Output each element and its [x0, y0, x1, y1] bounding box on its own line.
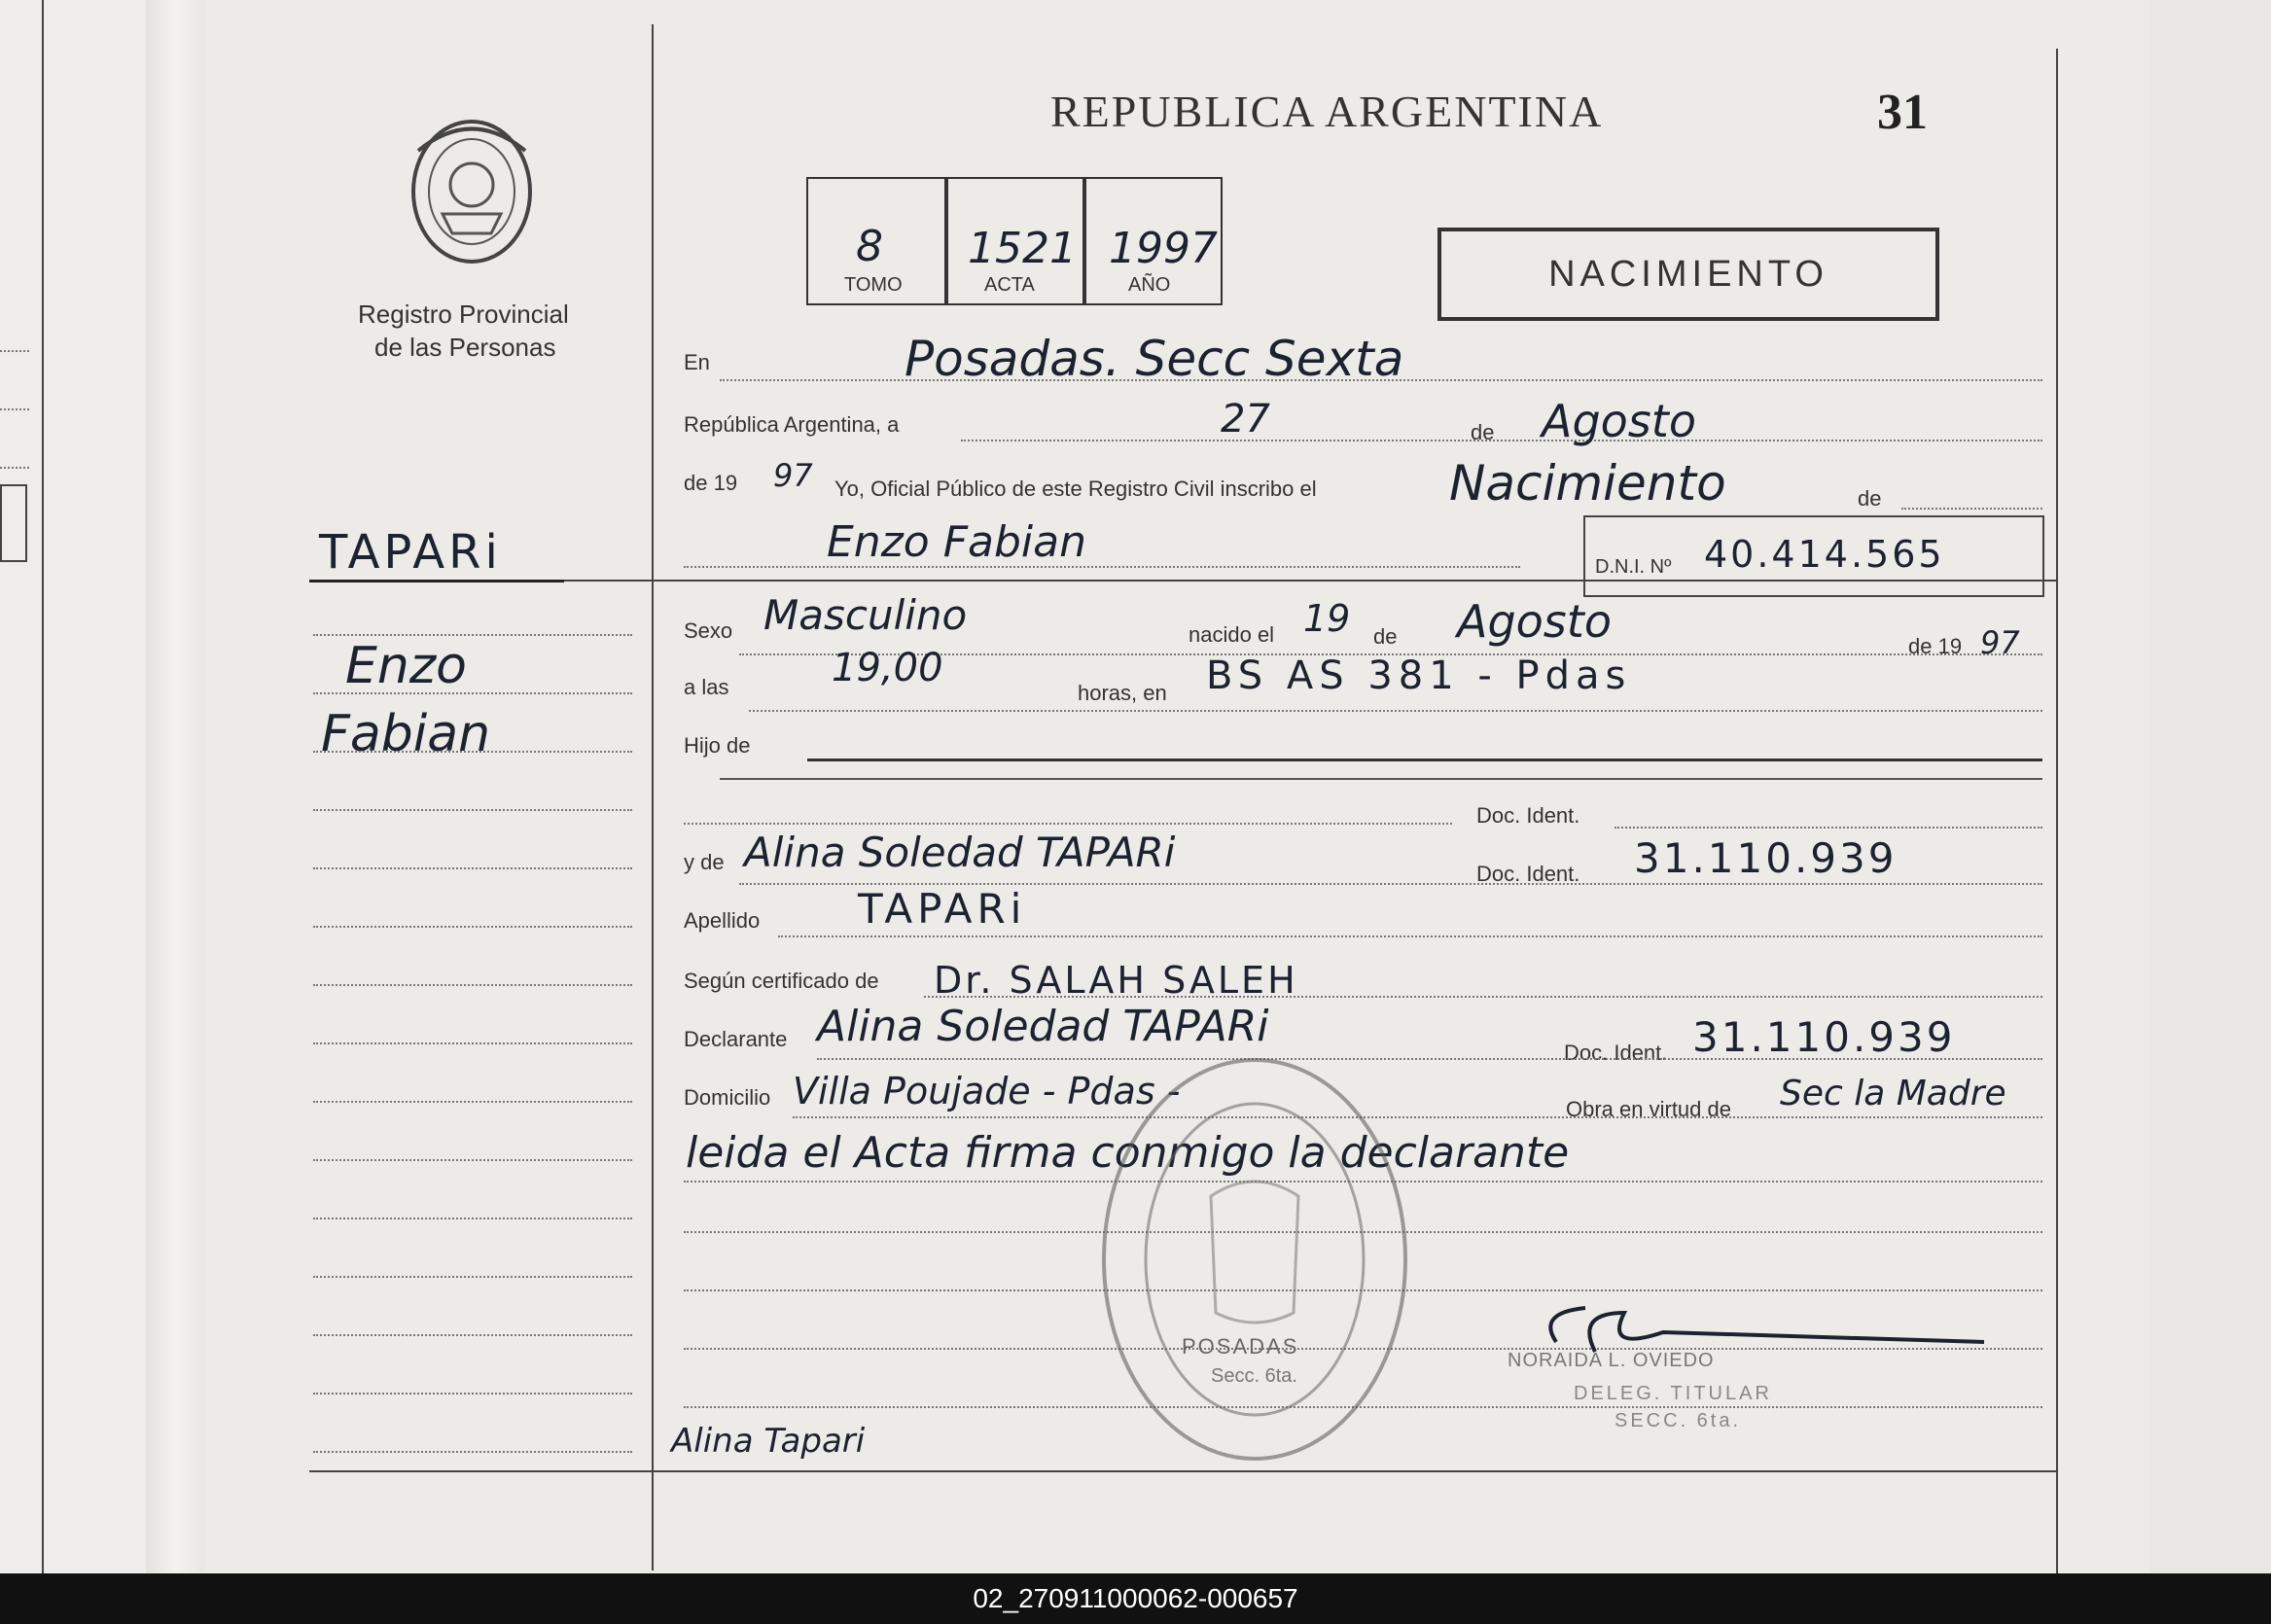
field-sexo: Masculino — [763, 591, 968, 639]
field-domicilio: Villa Poujade - Pdas - — [793, 1070, 1181, 1112]
label-horas: horas, en — [1078, 681, 1167, 705]
field-lugar-nac: BS AS 381 - Pdas — [1206, 653, 1632, 698]
tomo-label: TOMO — [844, 274, 903, 296]
official-oval-stamp-icon — [1094, 1050, 1415, 1468]
line-doc1b — [1615, 827, 2042, 829]
left-dots — [0, 467, 29, 469]
line-a-las — [749, 710, 2042, 712]
left-page-box — [0, 484, 27, 562]
left-page-line — [42, 0, 44, 1573]
page-number: 31 — [1877, 85, 1928, 140]
label-de-end: de — [1858, 486, 1882, 511]
margin-line — [313, 1451, 632, 1453]
margin-given2: Fabian — [321, 705, 491, 763]
label-de: de — [1471, 420, 1495, 444]
label-declarante: Declarante — [684, 1027, 788, 1051]
acta-value: 1521 — [968, 224, 1077, 273]
registry-line2: de las Personas — [374, 333, 556, 362]
acta-label: ACTA — [984, 274, 1035, 296]
field-anio2: 97 — [773, 457, 813, 494]
stamp-center2: Secc. 6ta. — [1211, 1365, 1297, 1387]
label-doc2: Doc. Ident. — [1476, 862, 1580, 886]
stamp-center1: POSADAS — [1182, 1334, 1299, 1359]
file-id-footer: 02_270911000062-000657 — [0, 1573, 2271, 1624]
field-dia: 27 — [1221, 397, 1270, 441]
margin-given1: Enzo — [345, 637, 467, 695]
field-certificado: Dr. SALAH SALEH — [934, 959, 1298, 1002]
label-doc3: Doc. Ident. — [1564, 1041, 1668, 1065]
field-nac-anio: 97 — [1980, 624, 2020, 661]
margin-line — [313, 1042, 632, 1044]
margin-line — [313, 1159, 632, 1161]
field-nombre: Enzo Fabian — [827, 517, 1086, 567]
anio-label: AÑO — [1128, 274, 1171, 296]
label-obra: Obra en virtud de — [1566, 1097, 1731, 1121]
field-madre-doc: 31.110.939 — [1634, 834, 1898, 882]
field-obra: Sec la Madre — [1780, 1074, 2006, 1113]
margin-line — [313, 867, 632, 869]
field-apellido: TAPARi — [858, 885, 1027, 933]
record-type-box: NACIMIENTO — [1437, 228, 1939, 321]
field-mes: Agosto — [1542, 395, 1696, 447]
label-de-mid: de — [1373, 624, 1398, 649]
bottom-divider — [309, 1470, 2056, 1472]
country-title: REPUBLICA ARGENTINA — [1050, 87, 1604, 136]
label-hijo: Hijo de — [684, 733, 751, 758]
margin-line — [313, 1101, 632, 1103]
label-dni: D.N.I. Nº — [1595, 556, 1672, 578]
margin-line — [313, 1276, 632, 1278]
left-dots — [0, 408, 29, 410]
right-page-edge — [2149, 0, 2271, 1573]
margin-line — [313, 984, 632, 986]
line-de-end — [1901, 508, 2042, 510]
label-yo: Yo, Oficial Público de este Registro Civil inscribo el — [834, 477, 1317, 501]
line-hijo — [807, 759, 2042, 761]
margin-line — [313, 926, 632, 928]
margin-line — [313, 1218, 632, 1219]
line-declarante — [817, 1058, 2042, 1060]
margin-surname: TAPARi — [319, 525, 502, 580]
field-declarante: Alina Soledad TAPARi — [817, 1002, 1269, 1051]
registry-line1: Registro Provincial — [358, 300, 569, 329]
label-apellido: Apellido — [684, 908, 761, 933]
label-segun: Según certificado de — [684, 969, 879, 993]
line-apellido — [778, 936, 2042, 937]
label-domicilio: Domicilio — [684, 1085, 771, 1110]
field-lugar: Posadas. Secc Sexta — [905, 331, 1404, 387]
right-frame-line — [2056, 49, 2058, 1573]
label-nacido: nacido el — [1189, 622, 1275, 647]
line-doc1 — [684, 823, 1452, 825]
field-dni: 40.414.565 — [1704, 533, 1945, 576]
field-acto: Nacimiento — [1449, 455, 1726, 512]
margin-line — [313, 634, 632, 636]
field-nac-dia: 19 — [1303, 597, 1351, 640]
field-declarante-doc: 31.110.939 — [1692, 1013, 1956, 1061]
left-page-edge — [0, 0, 146, 1573]
line-domicilio — [793, 1116, 2042, 1118]
field-hora: 19,00 — [832, 646, 943, 690]
line-republica — [961, 440, 2042, 441]
stamp-officer2: DELEG. TITULAR — [1574, 1383, 1772, 1404]
left-dots — [0, 350, 29, 352]
book-gutter — [146, 0, 204, 1573]
label-en: En — [684, 350, 710, 374]
tomo-value: 8 — [856, 222, 883, 271]
label-de19: de 19 — [684, 471, 738, 495]
label-doc1: Doc. Ident. — [1476, 803, 1580, 828]
line-segun — [924, 996, 2042, 998]
margin-line — [313, 751, 632, 753]
label-sexo: Sexo — [684, 618, 733, 643]
label-a-las: a las — [684, 675, 729, 699]
field-nac-mes: Agosto — [1457, 595, 1612, 648]
field-madre: Alina Soledad TAPARi — [744, 829, 1176, 876]
line-nombre — [684, 566, 1520, 568]
margin-divider — [652, 24, 654, 1571]
anio-value: 1997 — [1109, 224, 1218, 273]
label-republica: República Argentina, a — [684, 412, 900, 437]
line-hijo2 — [720, 778, 2042, 780]
margin-line — [313, 809, 632, 811]
label-yde: y de — [684, 850, 725, 874]
margin-line — [313, 1334, 632, 1336]
stamp-officer: NORAIDA L. OVIEDO — [1508, 1350, 1715, 1371]
margin-line — [313, 692, 632, 694]
stamp-officer3: SECC. 6ta. — [1615, 1410, 1742, 1431]
surname-underline — [309, 580, 564, 583]
mother-signature: Alina Tapari — [671, 1422, 866, 1461]
label-de-year: de 19 — [1908, 634, 1963, 658]
province-seal-icon — [399, 112, 545, 272]
field-nota: leida el Acta firma conmigo la declarante — [686, 1128, 1570, 1178]
margin-line — [313, 1393, 632, 1395]
